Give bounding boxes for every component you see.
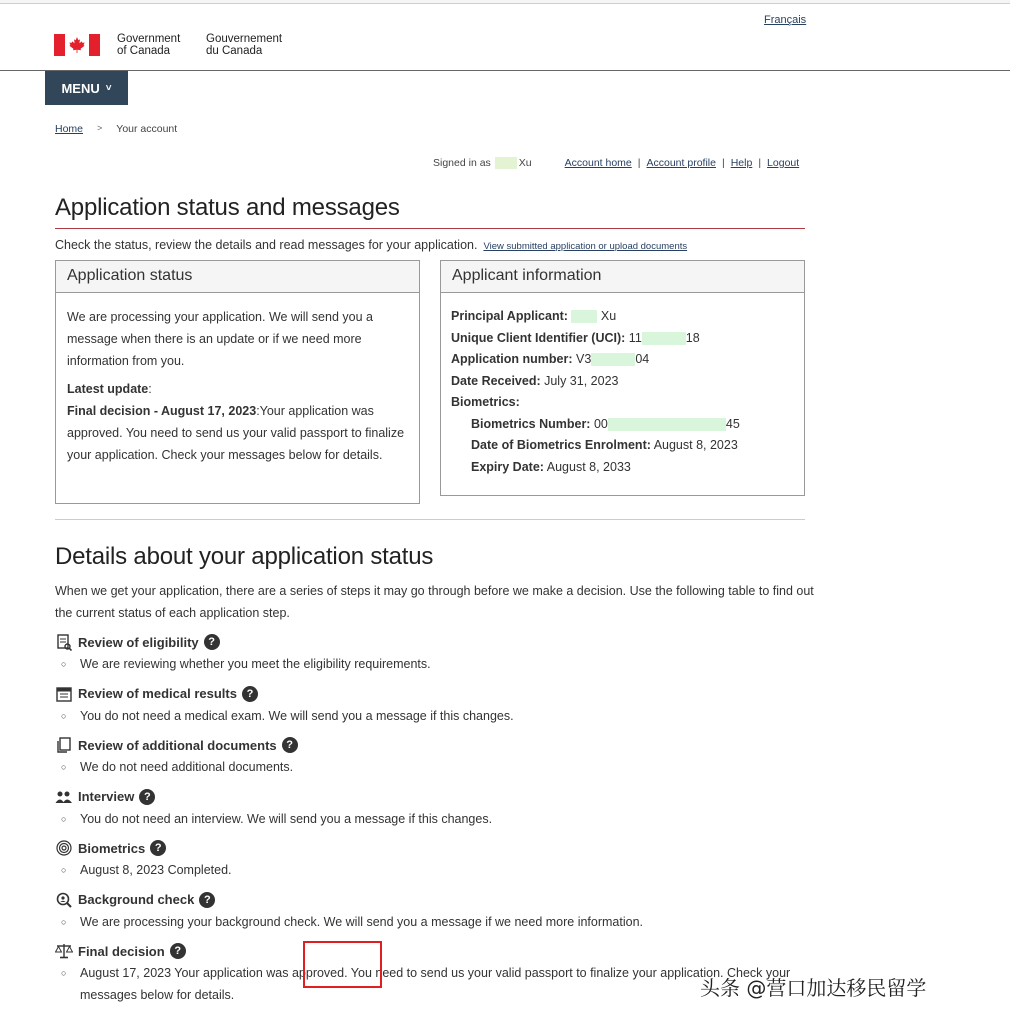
view-submitted-application-link[interactable]: View submitted application or upload documents (483, 241, 688, 252)
step-description: We are reviewing whether you meet the eligibility requirements. (80, 657, 431, 671)
step-title: Final decision (78, 943, 165, 959)
help-link[interactable]: Help (730, 157, 753, 169)
help-question-icon[interactable]: ? (199, 892, 215, 908)
applicant-information-panel (440, 260, 805, 496)
language-toggle-link[interactable]: Français (764, 14, 807, 26)
scales-icon (55, 942, 73, 960)
principal-applicant-row: Principal Applicant: Xu (451, 309, 617, 323)
application-status-heading: Application status (56, 261, 419, 293)
menu-button[interactable] (45, 71, 128, 105)
page-intro (55, 238, 687, 252)
breadcrumb (55, 123, 177, 135)
pipe-divider: | (637, 157, 641, 169)
uci-row: Unique Client Identifier (UCI): 11 18 (451, 330, 700, 345)
biometrics-row: Biometrics: (451, 395, 520, 409)
magnifier-icon (55, 891, 73, 909)
breadcrumb-current: Your account (116, 123, 178, 135)
list-item (55, 786, 815, 838)
processing-message: We are processing your application. We will send you a message when there is an update or if we need more information from you. (67, 310, 373, 368)
list-item (55, 734, 815, 786)
signed-in-username: Xu (518, 157, 532, 169)
government-of-canada-fr: Gouvernement du Canada (206, 33, 283, 57)
breadcrumb-separator-icon: > (97, 123, 103, 133)
applicant-information-heading: Applicant information (441, 261, 804, 293)
browser-top-edge (0, 0, 1010, 4)
pipe-divider: | (721, 157, 725, 169)
latest-update-label: Latest update: (67, 382, 152, 396)
list-item (55, 889, 815, 941)
step-description: You do not need an interview. We will send you a message if this changes. (80, 811, 493, 826)
biometrics-enrolment-row: Date of Biometrics Enrolment: August 8, 2023 (471, 438, 738, 452)
step-description: August 8, 2023 Completed. (80, 863, 232, 877)
account-profile-link[interactable]: Account profile (646, 157, 716, 169)
list-item (55, 683, 815, 735)
canada-flag-logo (54, 34, 100, 56)
details-intro: When we get your application, there are a series of steps it may go through before we make a decision. Use the following table to find out the current status of each application step. (55, 584, 814, 620)
step-description: We are processing your background check. We will send you a message if we need more information. (80, 914, 644, 929)
details-title: Details about your application status (55, 543, 434, 570)
header-divider (0, 70, 1010, 71)
approved-highlight-annotation (303, 941, 382, 988)
help-question-icon[interactable]: ? (282, 737, 298, 753)
bullet-circle-icon: ○ (61, 916, 67, 927)
document-review-icon (55, 633, 73, 651)
step-description: You do not need a medical exam. We will send you a message if this changes. (80, 708, 514, 723)
application-status-panel (55, 260, 420, 504)
step-description: August 17, 2023 Your application was approved. You need to send us your valid passport to finalize your application. Check your messages below for details. (80, 966, 791, 1002)
breadcrumb-home-link[interactable]: Home (55, 123, 84, 135)
biometrics-number-row: Biometrics Number: 00 45 (471, 416, 740, 431)
date-received-row: Date Received: July 31, 2023 (451, 373, 619, 388)
step-title: Review of additional documents (78, 737, 277, 753)
step-title: Background check (78, 892, 195, 907)
people-icon (55, 788, 73, 806)
chevron-down-icon: ˅ (105, 82, 112, 94)
menu-label: MENU (61, 80, 100, 96)
list-item (55, 631, 815, 683)
step-title: Biometrics (78, 840, 146, 856)
medical-calendar-icon (55, 685, 73, 703)
bullet-circle-icon: ○ (61, 968, 67, 978)
list-item (55, 837, 815, 889)
help-question-icon[interactable]: ? (170, 943, 186, 959)
logout-link[interactable]: Logout (767, 157, 800, 169)
bullet-circle-icon: ○ (61, 813, 67, 824)
bullet-circle-icon: ○ (61, 710, 67, 721)
bullet-circle-icon: ○ (61, 762, 67, 772)
page-intro-text: Check the status, review the details and read messages for your application. (55, 238, 478, 252)
help-question-icon[interactable]: ? (139, 789, 155, 805)
documents-icon (55, 736, 73, 754)
section-divider (55, 519, 805, 520)
fingerprint-icon (55, 839, 73, 857)
expiry-date-row: Expiry Date: August 8, 2033 (471, 459, 631, 474)
help-question-icon[interactable]: ? (204, 634, 220, 650)
account-bar (433, 157, 799, 169)
application-number-row: Application number: V3 04 (451, 352, 650, 366)
pipe-divider: | (758, 157, 762, 169)
final-decision-update: Final decision - August 17, 2023:Your application was approved. You need to send us your valid passport to finalize your application. Check your messages below for details. (67, 404, 405, 462)
account-home-link[interactable]: Account home (564, 157, 632, 169)
step-title: Review of eligibility (78, 634, 199, 650)
title-underline (55, 228, 805, 229)
signed-in-label: Signed in as (433, 157, 491, 169)
help-question-icon[interactable]: ? (242, 686, 258, 702)
step-title: Interview (78, 789, 135, 804)
government-of-canada-en: Government of Canada (117, 33, 181, 57)
bullet-circle-icon: ○ (61, 865, 67, 875)
redacted-name (495, 157, 517, 169)
bullet-circle-icon: ○ (61, 659, 67, 669)
step-title: Review of medical results (78, 686, 237, 701)
source-credit-overlay: 头条 @营口加达移民留学 (700, 976, 927, 1000)
step-description: We do not need additional documents. (80, 760, 294, 774)
help-question-icon[interactable]: ? (150, 840, 166, 856)
maple-leaf-icon (68, 36, 86, 54)
page-title: Application status and messages (55, 194, 400, 221)
